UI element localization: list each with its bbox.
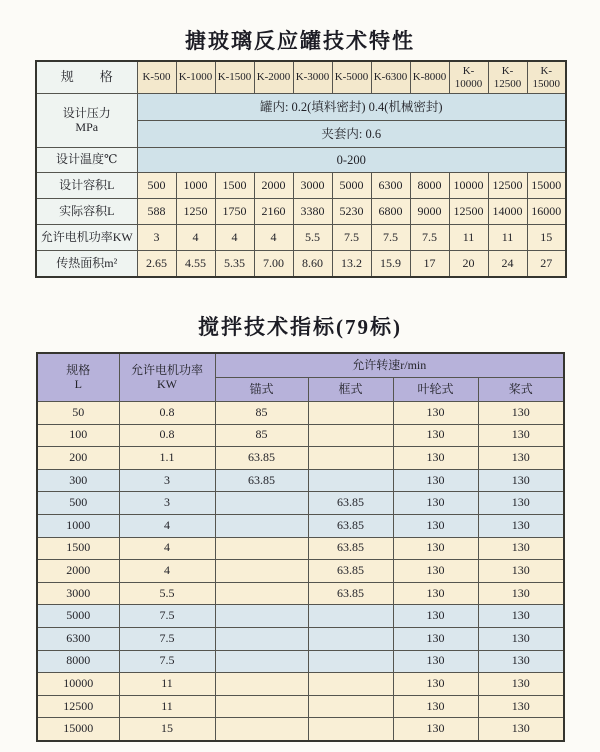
table1-temperature-label: 设计温度℃ xyxy=(36,148,137,173)
table1-model-header-cell: K-15000 xyxy=(527,61,566,94)
table2-impeller-cell: 130 xyxy=(393,650,478,673)
table2-anchor-cell xyxy=(215,582,308,605)
table2-speed-type-header-cell: 框式 xyxy=(308,378,393,402)
table1-value-cell: 12500 xyxy=(449,199,488,225)
table2-power-cell: 7.5 xyxy=(119,650,215,673)
table2-anchor-cell xyxy=(215,537,308,560)
reactor-spec-table xyxy=(35,60,567,278)
table1-value-cell: 2160 xyxy=(254,199,293,225)
table1-temperature-value-cell: 0-200 xyxy=(137,148,566,173)
table2-impeller-cell: 130 xyxy=(393,402,478,425)
table2-frame-cell xyxy=(308,402,393,425)
table2-spec-header-cell: 规格 L xyxy=(37,353,119,402)
table2-spec-cell: 1500 xyxy=(37,537,119,560)
table2-power-cell: 15 xyxy=(119,718,215,741)
table2-anchor-cell: 63.85 xyxy=(215,469,308,492)
table2-spec-cell: 500 xyxy=(37,492,119,515)
table2-paddle-cell: 130 xyxy=(478,424,564,447)
table2-impeller-cell: 130 xyxy=(393,424,478,447)
table1-model-header-cell: K-6300 xyxy=(371,61,410,94)
table2-power-cell: 4 xyxy=(119,560,215,583)
table1-value-cell: 9000 xyxy=(410,199,449,225)
table2-frame-cell xyxy=(308,673,393,696)
table2-paddle-cell: 130 xyxy=(478,627,564,650)
table2-speed-type-header-cell: 桨式 xyxy=(478,378,564,402)
table1-value-cell: 13.2 xyxy=(332,251,371,278)
table2-speed-type-header-cell: 叶轮式 xyxy=(393,378,478,402)
table2-spec-cell: 300 xyxy=(37,469,119,492)
table1-value-cell: 12500 xyxy=(488,173,527,199)
table1-data-row xyxy=(36,251,566,278)
table2-frame-cell: 63.85 xyxy=(308,492,393,515)
table2-anchor-cell xyxy=(215,560,308,583)
table1-value-cell: 7.5 xyxy=(332,225,371,251)
table2-paddle-cell: 130 xyxy=(478,673,564,696)
table2-anchor-cell xyxy=(215,650,308,673)
table2-anchor-cell xyxy=(215,718,308,741)
table2-power-cell: 4 xyxy=(119,514,215,537)
table1-value-cell: 1250 xyxy=(176,199,215,225)
table1-value-cell: 500 xyxy=(137,173,176,199)
table1-value-cell: 3 xyxy=(137,225,176,251)
table2-paddle-cell: 130 xyxy=(478,650,564,673)
table2-frame-cell: 63.85 xyxy=(308,560,393,583)
table1-value-cell: 4 xyxy=(176,225,215,251)
table2-title: 搅拌技术指标(79标) xyxy=(198,315,402,339)
table1-data-row xyxy=(36,199,566,225)
table2-paddle-cell: 130 xyxy=(478,447,564,470)
table2-impeller-cell: 130 xyxy=(393,560,478,583)
table1-value-cell: 1000 xyxy=(176,173,215,199)
table2-impeller-cell: 130 xyxy=(393,582,478,605)
table1-row-label: 传热面积m² xyxy=(36,251,137,278)
table2-power-cell: 3 xyxy=(119,492,215,515)
table2-spec-cell: 15000 xyxy=(37,718,119,741)
table2-spec-cell: 200 xyxy=(37,447,119,470)
table1-pressure-inside-cell: 罐内: 0.2(填料密封) 0.4(机械密封) xyxy=(137,94,566,121)
table2-paddle-cell: 130 xyxy=(478,718,564,741)
table2-paddle-cell: 130 xyxy=(478,537,564,560)
table1-value-cell: 5.35 xyxy=(215,251,254,278)
table1-row-label: 允许电机功率KW xyxy=(36,225,137,251)
table2-frame-cell xyxy=(308,424,393,447)
table1-value-cell: 6800 xyxy=(371,199,410,225)
table2-impeller-cell: 130 xyxy=(393,673,478,696)
table2-power-cell: 4 xyxy=(119,537,215,560)
table2-frame-cell: 63.85 xyxy=(308,582,393,605)
table2-data-row xyxy=(37,605,564,628)
table2-paddle-cell: 130 xyxy=(478,582,564,605)
table1-value-cell: 4 xyxy=(254,225,293,251)
table1-value-cell: 5000 xyxy=(332,173,371,199)
table2-impeller-cell: 130 xyxy=(393,492,478,515)
table2-anchor-cell xyxy=(215,673,308,696)
table1-model-header-cell: K-10000 xyxy=(449,61,488,94)
table2-paddle-cell: 130 xyxy=(478,695,564,718)
table2-speed-type-header-cell: 锚式 xyxy=(215,378,308,402)
table1-value-cell: 7.00 xyxy=(254,251,293,278)
table1-model-header-cell: K-5000 xyxy=(332,61,371,94)
table2-power-cell: 0.8 xyxy=(119,424,215,447)
table2-anchor-cell: 63.85 xyxy=(215,447,308,470)
table2-frame-cell xyxy=(308,718,393,741)
table2-data-row xyxy=(37,650,564,673)
table1-value-cell: 5230 xyxy=(332,199,371,225)
table1-value-cell: 2.65 xyxy=(137,251,176,278)
table1-title: 搪玻璃反应罐技术特性 xyxy=(185,29,415,53)
table1-model-header-cell: K-1500 xyxy=(215,61,254,94)
table2-frame-cell xyxy=(308,605,393,628)
table1-model-header-cell: K-2000 xyxy=(254,61,293,94)
table2-power-cell: 5.5 xyxy=(119,582,215,605)
table2-spec-cell: 8000 xyxy=(37,650,119,673)
table1-pressure-label: 设计压力 MPa xyxy=(36,94,137,148)
table1-value-cell: 14000 xyxy=(488,199,527,225)
table1-value-cell: 15000 xyxy=(527,173,566,199)
table1-value-cell: 7.5 xyxy=(371,225,410,251)
table1-value-cell: 15.9 xyxy=(371,251,410,278)
table1-value-cell: 3380 xyxy=(293,199,332,225)
table2-anchor-cell xyxy=(215,492,308,515)
table1-value-cell: 17 xyxy=(410,251,449,278)
table1-data-row xyxy=(36,173,566,199)
table2-paddle-cell: 130 xyxy=(478,560,564,583)
table2-power-cell: 0.8 xyxy=(119,402,215,425)
table1-model-header-cell: K-1000 xyxy=(176,61,215,94)
table1-value-cell: 5.5 xyxy=(293,225,332,251)
table2-anchor-cell xyxy=(215,605,308,628)
table2-paddle-cell: 130 xyxy=(478,469,564,492)
table2-anchor-cell xyxy=(215,514,308,537)
table1-model-header-cell: K-3000 xyxy=(293,61,332,94)
table2-impeller-cell: 130 xyxy=(393,605,478,628)
table1-value-cell: 4 xyxy=(215,225,254,251)
table1-data-row xyxy=(36,225,566,251)
table1-value-cell: 27 xyxy=(527,251,566,278)
table2-spec-cell: 12500 xyxy=(37,695,119,718)
table2-frame-cell xyxy=(308,627,393,650)
table2-power-cell: 11 xyxy=(119,695,215,718)
table2-data-row xyxy=(37,514,564,537)
table2-data-row xyxy=(37,582,564,605)
table2-frame-cell xyxy=(308,695,393,718)
table1-value-cell: 588 xyxy=(137,199,176,225)
table2-power-cell: 11 xyxy=(119,673,215,696)
table1-model-header-cell: K-12500 xyxy=(488,61,527,94)
table1-value-cell: 6300 xyxy=(371,173,410,199)
table2-data-row xyxy=(37,537,564,560)
table2-data-row xyxy=(37,695,564,718)
table1-value-cell: 3000 xyxy=(293,173,332,199)
table2-frame-cell: 63.85 xyxy=(308,514,393,537)
table2-impeller-cell: 130 xyxy=(393,695,478,718)
table2-data-row xyxy=(37,402,564,425)
table2-spec-cell: 5000 xyxy=(37,605,119,628)
table2-impeller-cell: 130 xyxy=(393,514,478,537)
table2-power-cell: 7.5 xyxy=(119,627,215,650)
table2-anchor-cell: 85 xyxy=(215,402,308,425)
table2-frame-cell: 63.85 xyxy=(308,537,393,560)
table2-data-row xyxy=(37,718,564,741)
table2-frame-cell xyxy=(308,469,393,492)
table2-power-header-cell: 允许电机功率 KW xyxy=(119,353,215,402)
table2-anchor-cell xyxy=(215,695,308,718)
table2-power-cell: 7.5 xyxy=(119,605,215,628)
agitation-spec-table xyxy=(36,352,565,742)
table2-anchor-cell xyxy=(215,627,308,650)
table2-paddle-cell: 130 xyxy=(478,605,564,628)
table1-row-label: 设计容积L xyxy=(36,173,137,199)
table1-value-cell: 11 xyxy=(488,225,527,251)
table2-spec-cell: 2000 xyxy=(37,560,119,583)
table1-model-header-cell: K-500 xyxy=(137,61,176,94)
table2-spec-cell: 50 xyxy=(37,402,119,425)
table2-impeller-cell: 130 xyxy=(393,469,478,492)
table2-spec-cell: 100 xyxy=(37,424,119,447)
table1-value-cell: 8.60 xyxy=(293,251,332,278)
table2-data-row xyxy=(37,447,564,470)
table1-value-cell: 7.5 xyxy=(410,225,449,251)
table1-pressure-jacket-cell: 夹套内: 0.6 xyxy=(137,121,566,148)
table1-value-cell: 15 xyxy=(527,225,566,251)
table2-spec-cell: 6300 xyxy=(37,627,119,650)
table1-value-cell: 8000 xyxy=(410,173,449,199)
table2-frame-cell xyxy=(308,447,393,470)
table1-value-cell: 20 xyxy=(449,251,488,278)
table2-power-cell: 1.1 xyxy=(119,447,215,470)
table2-power-cell: 3 xyxy=(119,469,215,492)
table2-paddle-cell: 130 xyxy=(478,492,564,515)
table1-value-cell: 1750 xyxy=(215,199,254,225)
table1-value-cell: 10000 xyxy=(449,173,488,199)
table1-value-cell: 24 xyxy=(488,251,527,278)
table2-speed-group-header-cell: 允许转速r/min xyxy=(215,353,564,378)
table2-data-row xyxy=(37,560,564,583)
table1-spec-header-cell: 规 格 xyxy=(36,61,137,94)
table2-impeller-cell: 130 xyxy=(393,718,478,741)
table2-data-row xyxy=(37,469,564,492)
table2-data-row xyxy=(37,424,564,447)
table1-value-cell: 11 xyxy=(449,225,488,251)
table2-paddle-cell: 130 xyxy=(478,514,564,537)
table2-impeller-cell: 130 xyxy=(393,627,478,650)
table1-value-cell: 4.55 xyxy=(176,251,215,278)
table2-impeller-cell: 130 xyxy=(393,447,478,470)
table2-paddle-cell: 130 xyxy=(478,402,564,425)
table2-frame-cell xyxy=(308,650,393,673)
table2-impeller-cell: 130 xyxy=(393,537,478,560)
table1-value-cell: 16000 xyxy=(527,199,566,225)
table2-spec-cell: 3000 xyxy=(37,582,119,605)
table2-spec-cell: 1000 xyxy=(37,514,119,537)
table2-data-row xyxy=(37,673,564,696)
table1-value-cell: 2000 xyxy=(254,173,293,199)
table1-row-label: 实际容积L xyxy=(36,199,137,225)
table2-data-row xyxy=(37,492,564,515)
table2-anchor-cell: 85 xyxy=(215,424,308,447)
table1-value-cell: 1500 xyxy=(215,173,254,199)
table2-spec-cell: 10000 xyxy=(37,673,119,696)
table2-data-row xyxy=(37,627,564,650)
table1-model-header-cell: K-8000 xyxy=(410,61,449,94)
